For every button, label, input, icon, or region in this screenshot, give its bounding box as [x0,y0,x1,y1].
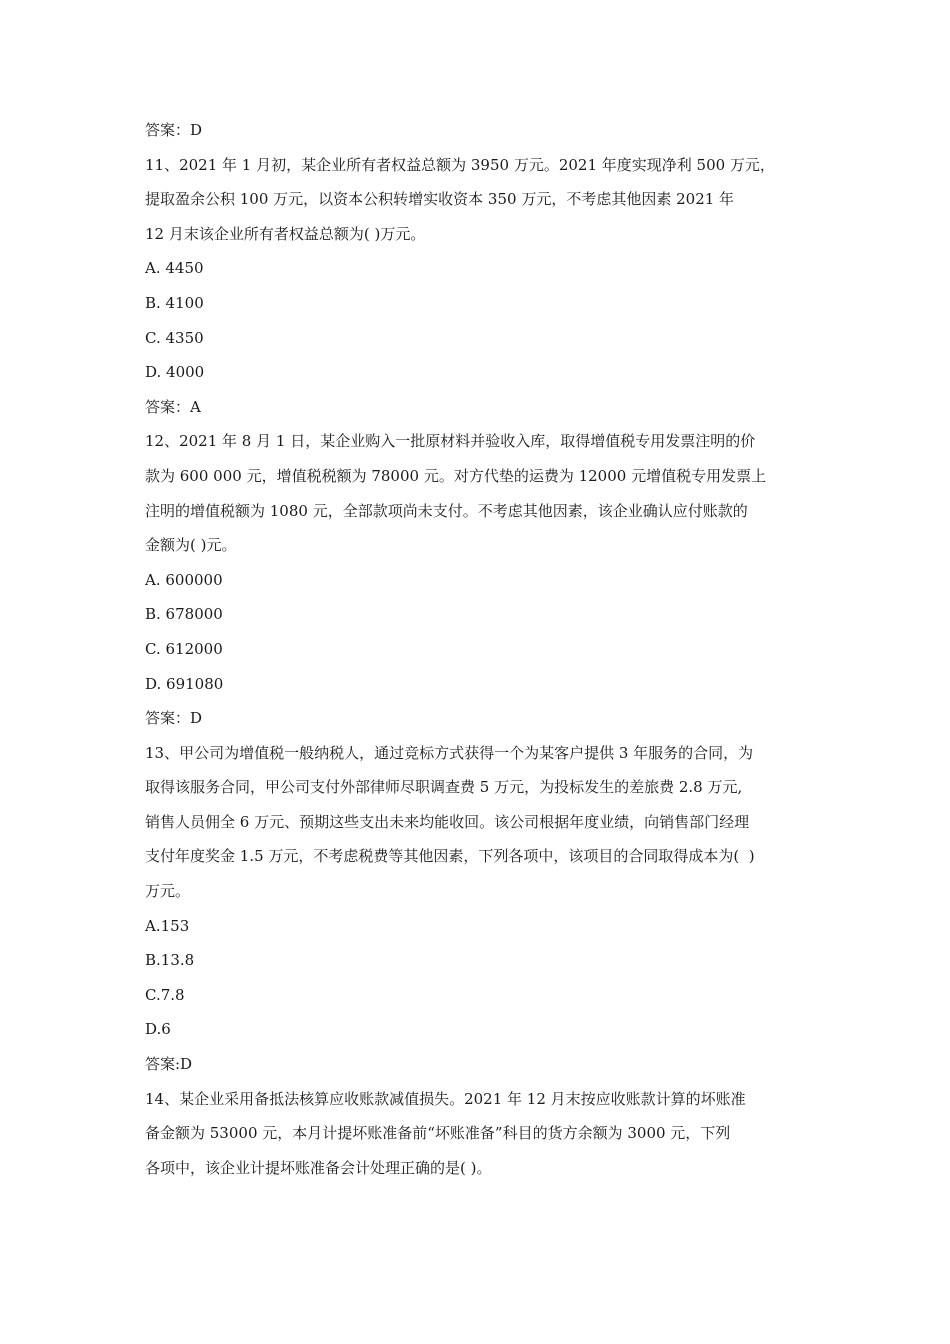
question-text-line: 11、2021 年 1 月初，某企业所有者权益总额为 3950 万元。2021 年度实现净利 500 万元， [145,155,775,174]
option-c: C.7.8 [145,985,185,1004]
question-text-line: 款为 600 000 元，增值税税额为 78000 元。对方代垫的运费为 12000 元增值税专用发票上 [145,466,767,485]
option-d: D. 691080 [145,674,224,693]
option-d: D.6 [145,1020,171,1039]
option-c: C. 612000 [145,639,223,658]
option-b: B. 678000 [145,605,223,624]
question-text-line: 备金额为 53000 元，本月计提坏账准备前“坏账准备”科目的货方余额为 3000 元，下列 [145,1124,731,1143]
answer-line: 答案：D [145,121,203,139]
option-c: C. 4350 [145,328,204,347]
question-text-line: 12、2021 年 8 月 1 日，某企业购入一批原材料并验收入库，取得增值税专用发票注明的价 [145,432,756,451]
question-text-line: 注明的增值税额为 1080 元，全部款项尚未支付。不考虑其他因素，该企业确认应付账款的 [145,501,748,520]
document-body [145,113,825,1185]
question-text-line: 取得该服务合同，甲公司支付外部律师尽职调查费 5 万元，为投标发生的差旅费 2.8 万元, [145,778,743,797]
question-text-line: 支付年度奖金 1.5 万元，不考虑税费等其他因素，下列各项中，该项目的合同取得成本为( ) [145,847,755,866]
option-d: D. 4000 [145,363,205,382]
option-b: B. 4100 [145,293,204,312]
option-a: A. 4450 [145,259,204,278]
question-13-options [145,909,825,1047]
answer-10 [145,113,825,148]
question-text-line: 提取盈余公积 100 万元，以资本公积转增实收资本 350 万元，不考虑其他因素 2021 年 [145,190,735,209]
option-a: A. 600000 [145,570,223,589]
answer-line: 答案:D [145,1055,193,1074]
question-11-stem [145,148,825,252]
question-text-line: 万元。 [145,882,191,901]
answer-line: 答案：D [145,709,203,728]
question-13-stem [145,736,825,909]
answer-11 [145,390,825,425]
question-12-options [145,563,825,701]
question-text-line: 金额为( )元。 [145,536,237,555]
question-text-line: 14、某企业采用备抵法核算应收账款减值损失。2021 年 12 月末按应收账款计算的坏账准 [145,1089,746,1108]
answer-12 [145,701,825,736]
question-text-line: 13、甲公司为增值税一般纳税人，通过竞标方式获得一个为某客户提供 3 年服务的合同，为 [145,743,754,762]
answer-line: 答案：A [145,397,201,416]
question-text-line: 各项中，该企业计提坏账准备会计处理正确的是( )。 [145,1158,492,1177]
question-14-stem [145,1082,825,1186]
question-12-stem [145,424,825,562]
option-a: A.153 [145,916,190,935]
option-b: B.13.8 [145,951,195,970]
question-11-options [145,251,825,389]
answer-13 [145,1047,825,1082]
question-text-line: 销售人员佣全 6 万元、预期这些支出未来均能收回。该公司根据年度业绩，向销售部门经理 [145,812,750,831]
question-text-line: 12 月末该企业所有者权益总额为( )万元。 [145,224,426,243]
